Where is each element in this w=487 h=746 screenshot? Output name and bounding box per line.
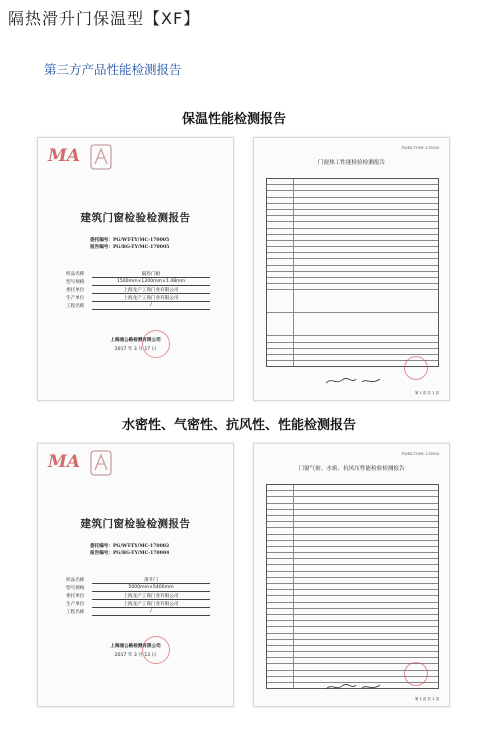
ma-logo-icon: MA [48,452,81,472]
testing-organization: 上海浦公路检测有限公司 [110,338,161,343]
report-code: PG/BG-TY/MC-170005 [401,146,439,150]
field-manufacturer: 生产单位 上海龙产工商门业有限公司 [66,601,216,608]
page-subtitle: 第三方产品性能检测报告 [44,62,182,77]
red-seal-icon [142,330,170,358]
ma-logo-icon: MA [48,146,81,166]
report-title: 门窗热工性能检验检测报告 [317,160,386,166]
field-client: 委托单位 上海龙产工商门业有限公司 [66,593,216,600]
report-table [266,178,439,367]
signature-icon [324,376,384,386]
field-project: 工程名称 / [66,303,216,310]
red-seal-icon [404,662,428,686]
field-sample-name: 样品名称 隔热门板 [66,271,216,278]
report-table [266,484,439,689]
red-seal-icon [404,356,428,380]
field-sample-name: 样品名称 滑升门 [66,577,216,584]
cover-title: 建筑门窗检验检测报告 [80,212,191,224]
page-number: 第 1 页 共 1 页 [414,697,439,701]
cma-logo-icon [90,144,112,170]
report-date: 2017 年 3 月 17 日 [114,347,157,352]
report-cover-image[interactable] [37,443,234,707]
red-seal-icon [142,636,170,664]
report-detail-image[interactable] [253,443,450,707]
report-code: PG/BG-TY/MC-170004 [401,452,439,456]
field-manufacturer: 生产单位 上海龙产工商门业有限公司 [66,295,216,302]
signature-icon [324,682,384,692]
field-model: 型号规格 1500mm×1200mm×1.48mm [66,279,216,286]
report-number: 报告编号：PG/BG-TY/MC-170004 [90,551,170,556]
page-title: 隔热滑升门保温型【XF】 [8,9,201,28]
report-date: 2017 年 3 月 13 日 [114,653,157,658]
report-detail-image[interactable] [253,137,450,401]
field-client: 委托单位 上海龙产工商门业有限公司 [66,287,216,294]
report-title: 门窗气密、水密、抗风压性能检验检测报告 [298,466,405,472]
contract-number: 委托编号：PG/WT-TY/MC-170002 [90,544,170,549]
report-cover-image[interactable] [37,137,234,401]
cover-title: 建筑门窗检验检测报告 [80,518,191,530]
cma-logo-icon [90,450,112,476]
field-model: 型号规格 5000mm×5400mm [66,585,216,592]
field-project: 工程名称 / [66,609,216,616]
testing-organization: 上海浦公路检测有限公司 [110,644,161,649]
report-number: 报告编号：PG/BG-TY/MC-170005 [90,245,170,250]
section-heading-performance: 水密性、气密性、抗风性、性能检测报告 [122,418,357,433]
contract-number: 委托编号：PG/WT-TY/MC-170005 [90,238,170,243]
page-number: 第 1 页 共 1 页 [414,391,439,395]
section-heading-insulation: 保温性能检测报告 [182,112,287,127]
